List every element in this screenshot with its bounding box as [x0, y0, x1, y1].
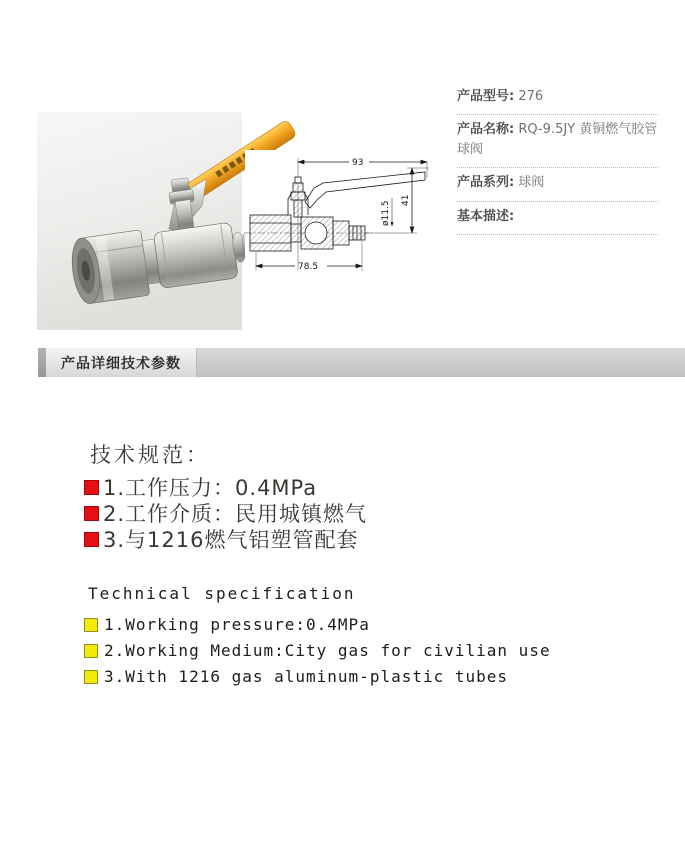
tab-product-tech-params[interactable]: 产品详细技术参数 — [46, 348, 197, 377]
spec-en-item: 2.Working Medium:City gas for civilian use — [104, 641, 551, 660]
spec-cn-title: 技术规范： — [90, 443, 210, 467]
yellow-square-bullet-icon — [84, 644, 98, 658]
list-item — [84, 501, 367, 527]
red-square-bullet-icon — [84, 480, 99, 495]
list-item — [84, 612, 551, 638]
dim-bottom-label: 78.5 — [298, 262, 319, 272]
list-item — [84, 475, 367, 501]
info-value: 276 — [518, 89, 544, 104]
info-row-model — [457, 82, 658, 115]
technical-drawing — [245, 150, 445, 285]
dim-diameter-label: ø11.5 — [381, 200, 391, 226]
spec-cn-item: 3.与1216燃气铝塑管配套 — [103, 528, 359, 552]
info-label: 基本描述: — [457, 208, 515, 224]
dim-right-label: 41 — [401, 194, 411, 206]
product-info-panel — [457, 82, 658, 235]
spec-en-item: 1.Working pressure:0.4MPa — [104, 615, 370, 634]
info-value: RQ-9.5JY 黄铜燃气胶管球阀 — [457, 122, 658, 158]
yellow-square-bullet-icon — [84, 618, 98, 632]
info-label: 产品型号: — [457, 89, 515, 104]
info-row-description — [457, 202, 658, 235]
info-label: 产品名称: — [457, 122, 515, 138]
info-value: 球阀 — [518, 175, 545, 191]
section-bar-fill — [197, 348, 685, 377]
info-row-name — [457, 115, 658, 168]
spec-cn-item: 1.工作压力：0.4MPa — [103, 476, 318, 500]
spec-en-title: Technical specification — [88, 584, 356, 603]
info-row-series — [457, 168, 658, 201]
spec-section-cn — [84, 439, 367, 553]
list-item — [84, 527, 367, 553]
photo-background — [37, 112, 242, 330]
dim-top-label: 93 — [352, 158, 364, 168]
list-item — [84, 664, 551, 690]
section-bar-accent — [38, 348, 46, 377]
info-label: 产品系列: — [457, 175, 515, 191]
red-square-bullet-icon — [84, 506, 99, 521]
yellow-square-bullet-icon — [84, 670, 98, 684]
section-header-bar — [38, 348, 685, 377]
red-square-bullet-icon — [84, 532, 99, 547]
spec-cn-item: 2.工作介质：民用城镇燃气 — [103, 502, 368, 526]
list-item — [84, 638, 551, 664]
spec-en-item: 3.With 1216 gas aluminum-plastic tubes — [104, 667, 509, 686]
spec-section-en — [84, 584, 551, 690]
